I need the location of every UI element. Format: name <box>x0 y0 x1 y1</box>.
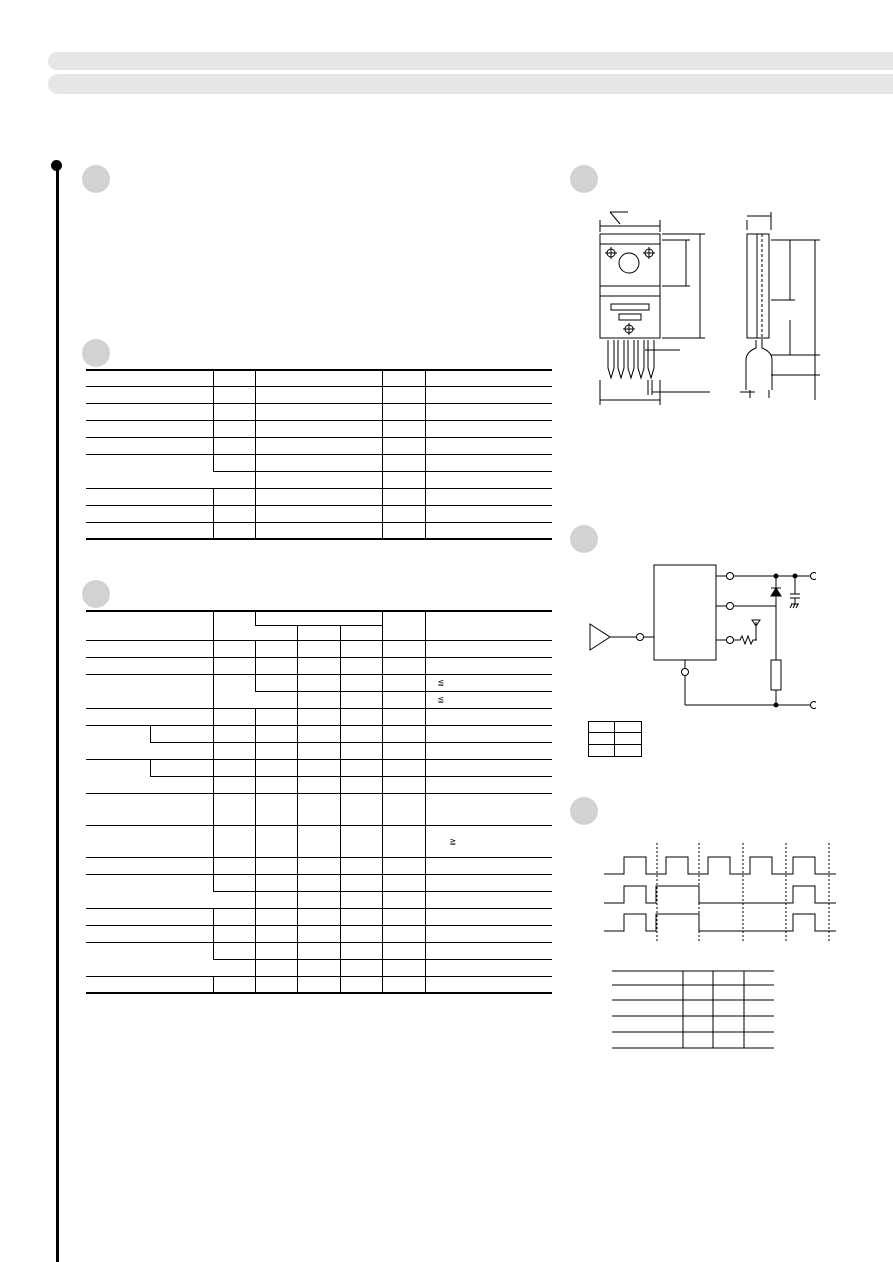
package-outline-drawing <box>590 200 830 415</box>
section-marker-absolute-ratings <box>82 339 110 367</box>
inequality-symbol: ≧ <box>449 836 457 846</box>
section-marker-features <box>82 165 110 193</box>
section-marker-block-diagram <box>570 525 598 553</box>
block-diagram <box>586 560 816 715</box>
truth-table <box>612 969 776 1051</box>
pin-table <box>588 721 642 757</box>
margin-line <box>56 166 59 1262</box>
absolute-ratings-table <box>86 369 552 540</box>
header-band-bottom <box>48 74 893 94</box>
timing-chart <box>604 843 840 943</box>
section-marker-outline <box>570 165 598 193</box>
section-marker-timing <box>570 797 598 825</box>
inequality-symbol: ≦ <box>437 678 445 687</box>
section-marker-electrical <box>82 580 110 608</box>
inequality-symbol: ≦ <box>437 695 445 704</box>
header-band-top <box>48 52 893 70</box>
electrical-characteristics-table <box>86 610 552 994</box>
